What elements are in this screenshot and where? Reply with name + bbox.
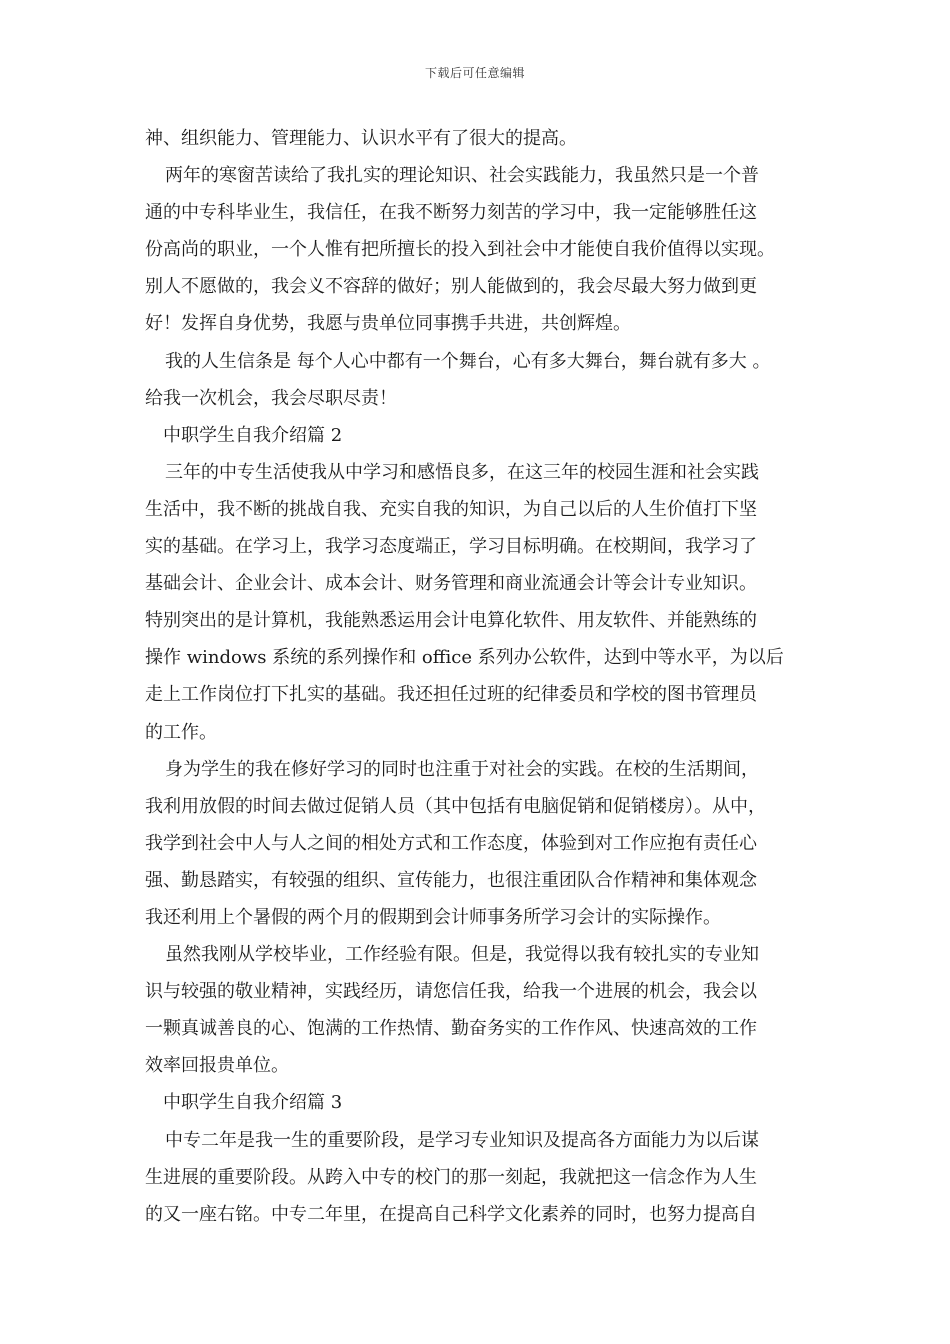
paragraph-line: 通的中专科毕业生，我信任，在我不断努力刻苦的学习中，我一定能够胜任这 [145, 202, 757, 224]
paragraph-line: 一颗真诚善良的心、饱满的工作热情、勤奋务实的工作作风、快速高效的工作 [145, 1018, 757, 1040]
paragraph-line: 神、组织能力、管理能力、认识水平有了很大的提高。 [145, 128, 577, 149]
paragraph-line: 实的基础。在学习上，我学习态度端正，学习目标明确。在校期间，我学习了 [145, 536, 757, 558]
paragraph-line: 的又一座右铭。中专二年里，在提高自己科学文化素养的同时，也努力提高自 [145, 1203, 757, 1225]
paragraph-line: 效率回报贵单位。 [145, 1055, 289, 1077]
paragraph-line: 生活中，我不断的挑战自我、充实自我的知识，为自己以后的人生价值打下坚 [145, 498, 757, 520]
paragraph-line: 特别突出的是计算机，我能熟悉运用会计电算化软件、用友软件、并能熟练的 [145, 610, 757, 632]
paragraph-line: 份高尚的职业，一个人惟有把所擅长的投入到社会中才能使自我价值得以实现。 [145, 239, 775, 261]
paragraph-line: 我还利用上个暑假的两个月的假期到会计师事务所学习会计的实际操作。 [145, 906, 721, 928]
paragraph-line: 走上工作岗位打下扎实的基础。我还担任过班的纪律委员和学校的图书管理员 [145, 684, 757, 706]
paragraph-line: 强、勤恳踏实，有较强的组织、宣传能力，也很注重团队合作精神和集体观念 [145, 869, 757, 891]
paragraph-line: 我学到社会中人与人之间的相处方式和工作态度，体验到对工作应抱有责任心 [145, 832, 757, 854]
paragraph-line: 基础会计、企业会计、成本会计、财务管理和商业流通会计等会计专业知识。 [145, 573, 757, 595]
paragraph-line: 我的人生信条是 每个人心中都有一个舞台，心有多大舞台，舞台就有多大 。 [165, 350, 771, 372]
paragraph-line: 身为学生的我在修好学习的同时也注重于对社会的实践。在校的生活期间， [165, 758, 759, 780]
paragraph-line: 两年的寒窗苦读给了我扎实的理论知识、社会实践能力，我虽然只是一个普 [165, 165, 759, 187]
paragraph-line: 三年的中专生活使我从中学习和感悟良多，在这三年的校园生涯和社会实践 [165, 461, 759, 483]
paragraph-line: 中专二年是我一生的重要阶段，是学习专业知识及提高各方面能力为以后谋 [165, 1129, 759, 1151]
paragraph-line: 我利用放假的时间去做过促销人员（其中包括有电脑促销和促销楼房）。从中， [145, 795, 766, 817]
paragraph-line: 别人不愿做的，我会义不容辞的做好；别人能做到的，我会尽最大努力做到更 [145, 276, 757, 298]
paragraph-line: 给我一次机会，我会尽职尽责！ [145, 387, 397, 409]
section-heading: 中职学生自我介绍篇 3 [163, 1092, 343, 1114]
paragraph-line: 的工作。 [145, 721, 217, 743]
section-heading: 中职学生自我介绍篇 2 [163, 424, 343, 446]
page-header: 下载后可任意编辑 [424, 66, 525, 80]
paragraph-line: 虽然我刚从学校毕业，工作经验有限。但是，我觉得以我有较扎实的专业知 [165, 944, 759, 966]
paragraph-line: 生进展的重要阶段。从跨入中专的校门的那一刻起，我就把这一信念作为人生 [145, 1166, 757, 1188]
paragraph-line: 好！发挥自身优势，我愿与贵单位同事携手共进，共创辉煌。 [145, 313, 631, 335]
paragraph-line: 操作 windows 系统的系列操作和 office 系列办公软件，达到中等水平，为以后 [145, 647, 784, 669]
paragraph-line: 识与较强的敬业精神，实践经历，请您信任我，给我一个进展的机会，我会以 [145, 981, 757, 1003]
document-body [145, 120, 813, 1233]
